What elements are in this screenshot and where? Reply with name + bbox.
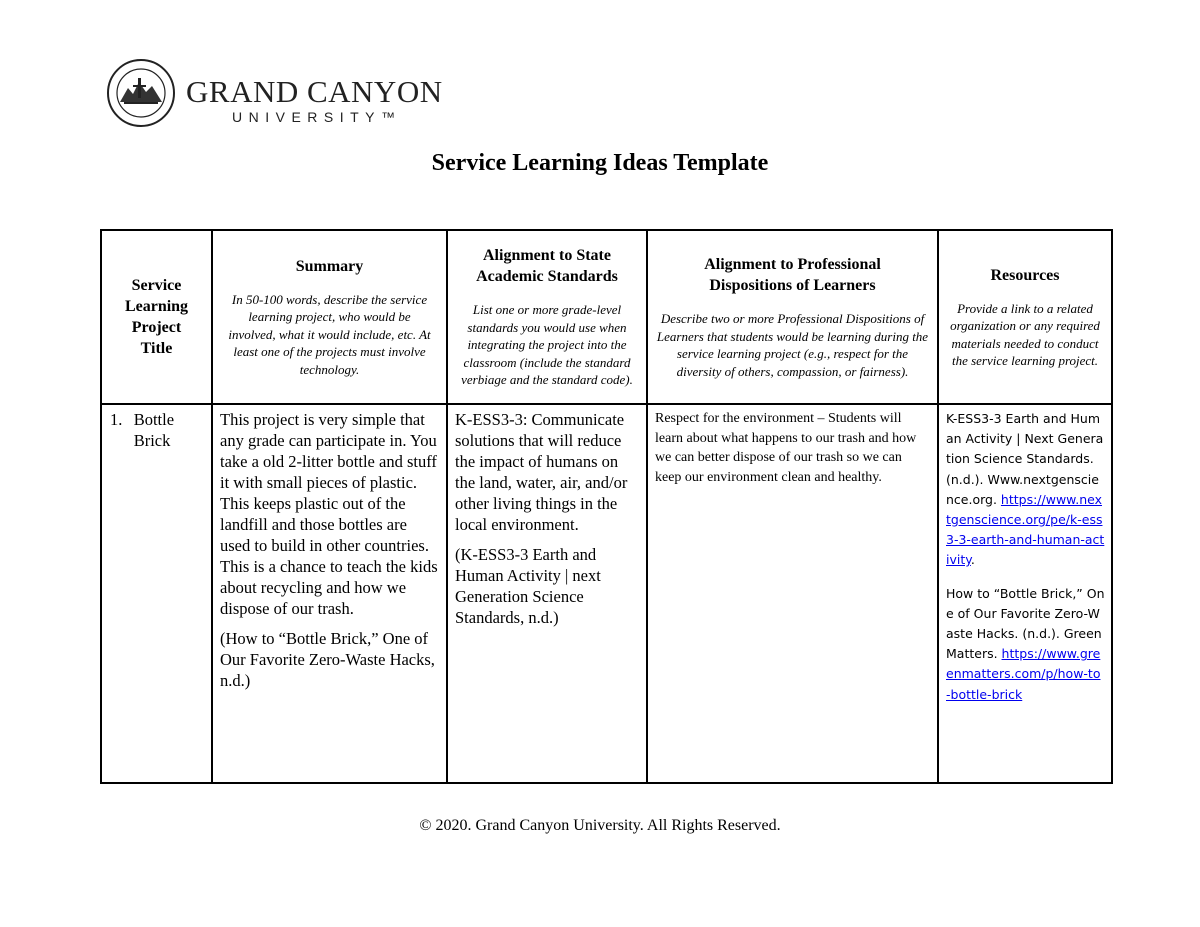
header-row — [101, 230, 1112, 404]
resource-citation: K-ESS3-3 Earth and Human Activity | Next Generation Science Standards. (n.d.). Www.nextgenscience.org. — [946, 411, 1104, 507]
dispositions-cell — [647, 404, 938, 783]
resource-citation: How to “Bottle Brick,” One of Our Favorite Zero-Waste Hacks. (n.d.). Green Matters. — [946, 585, 1105, 662]
header-title: Alignment to Professional Dispositions of Learners — [704, 256, 881, 294]
header-description: In 50-100 words, describe the service learning project, who would be involved, what it would include, etc. At least one of the projects must involve technology. — [228, 291, 431, 377]
resource-entry — [946, 584, 1105, 705]
project-title-cell — [101, 404, 212, 783]
resources-cell — [938, 404, 1112, 783]
table-row — [101, 404, 1112, 783]
header-standards — [447, 230, 647, 404]
header-description: Describe two or more Professional Dispositions of Learners that students would be learning during the service learning project (e.g., respect for the diversity of others, compassion, or fairness). — [656, 311, 929, 379]
template-table — [100, 229, 1113, 784]
university-seal-icon — [106, 58, 176, 128]
copyright-footer: © 2020. Grand Canyon University. All Rights Reserved. — [419, 817, 781, 834]
summary-cell — [212, 404, 447, 783]
standards-text: K-ESS3-3: Communicate solutions that will reduce the impact of humans on the land, water, air, and/or other living things in the local environment. — [455, 410, 628, 534]
resource-period: . — [970, 552, 975, 568]
header-description: List one or more grade-level standards you would use when integrating the project into the classroom (include the standard verbiage and the standard code). — [461, 302, 633, 388]
header-summary — [212, 230, 447, 404]
header-dispositions — [647, 230, 938, 404]
header-description: Provide a link to a related organization or any required materials needed to conduct the service learning project. — [950, 300, 1100, 368]
dispositions-text: Respect for the environment – Students will learn about what happens to our trash and how we can better dispose of our trash so we can keep our environment clean and healthy. — [655, 411, 917, 485]
resource-link[interactable]: https://www.nextgenscience.org/pe/k-ess3-3-earth-and-human-activity — [946, 491, 1105, 568]
summary-citation: (How to “Bottle Brick,” One of Our Favorite Zero-Waste Hacks, n.d.) — [220, 629, 435, 690]
resource-link[interactable]: https://www.greenmatters.com/p/how-to-bottle-brick — [946, 646, 1101, 702]
header-title: Summary — [295, 257, 364, 275]
standards-citation: (K-ESS3-3 Earth and Human Activity | next Generation Science Standards, n.d.) — [455, 545, 601, 627]
list-number: 1. — [110, 410, 123, 429]
header-title: Service Learning Project Title — [124, 277, 189, 357]
logo-name-line2: UNIVERSITY™ — [232, 109, 402, 125]
resource-entry — [946, 409, 1105, 571]
summary-text: This project is very simple that any grade can participate in. You take a old 2-litter bottle and stuff it with small pieces of plastic. This keeps plastic out of the landfill and those bottles are used to build in other countries. This is a chance to teach the kids about recycling and how we dispose of our trash. — [220, 410, 438, 618]
header-project-title — [101, 230, 212, 404]
standards-cell — [447, 404, 647, 783]
header-title: Resources — [990, 266, 1060, 284]
project-title: Bottle Brick — [133, 410, 175, 450]
header-resources — [938, 230, 1112, 404]
document-title: Service Learning Ideas Template — [431, 150, 769, 176]
header-title: Alignment to State Academic Standards — [476, 247, 618, 286]
university-logo — [106, 58, 443, 128]
logo-name-line1: GRAND CANYON — [186, 74, 443, 109]
